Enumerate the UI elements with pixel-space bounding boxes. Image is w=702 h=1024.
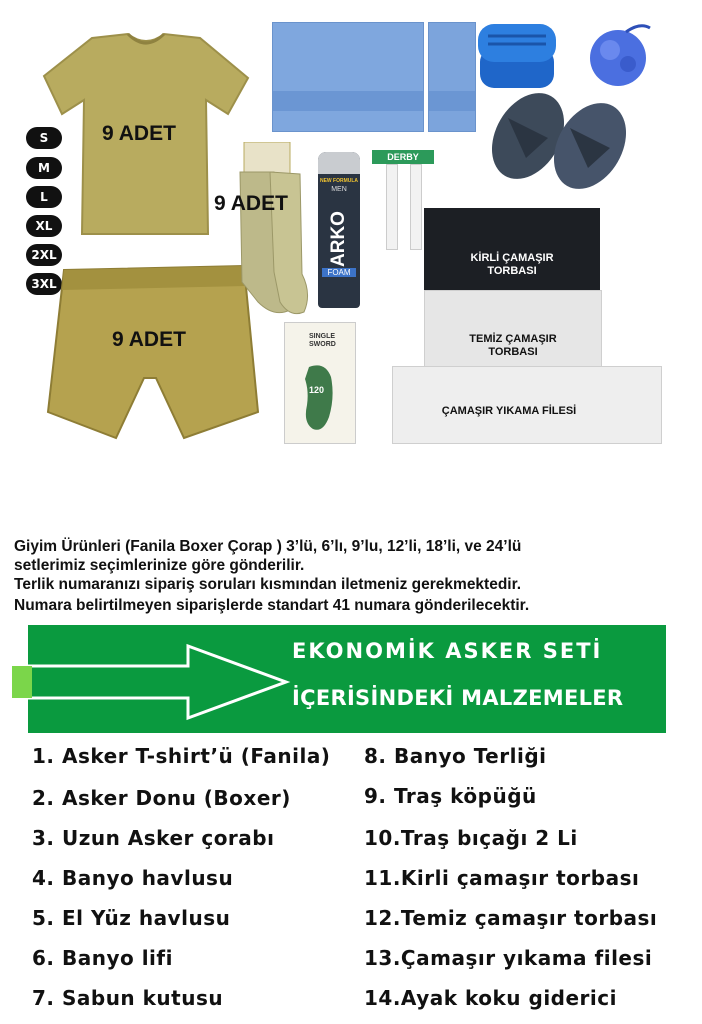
slippers-image (486, 88, 636, 192)
info-line-2: setlerimiz seçimlerinize göre gönderilir. (14, 557, 305, 574)
list-item: 3. Uzun Asker çorabı (32, 826, 275, 850)
bath-sponge-image (580, 20, 656, 90)
list-item: 1. Asker T-shirt’ü (Fanila) (32, 744, 331, 768)
list-item: 9. Traş köpüğü (364, 784, 537, 808)
socks-quantity: 9 ADET (214, 192, 288, 215)
size-badge-2xl: 2XL (26, 244, 62, 266)
razor-brand-label: DERBY (372, 150, 434, 164)
size-badge-m: M (26, 157, 62, 179)
list-item: 8. Banyo Terliği (364, 744, 547, 768)
list-item: 7. Sabun kutusu (32, 986, 224, 1010)
list-item: 13.Çamaşır yıkama filesi (364, 946, 653, 970)
foam-new-label: NEW FORMULA (319, 178, 359, 184)
list-item: 6. Banyo lifi (32, 946, 173, 970)
list-item: 5. El Yüz havlusu (32, 906, 231, 930)
insole-brand-1: SINGLE (309, 333, 336, 340)
insole-count: 120 (309, 385, 325, 395)
clean-bag-label: TEMİZ ÇAMAŞIR TORBASI (469, 333, 557, 358)
arrow-icon (8, 640, 294, 724)
wash-net-label: ÇAMAŞIR YIKAMA FİLESİ (441, 405, 577, 417)
socks-image (234, 142, 314, 322)
clean-laundry-bag-image (424, 290, 602, 378)
boxer-image (44, 262, 264, 442)
foot-icon (295, 357, 345, 437)
wash-net-image (392, 366, 662, 444)
razor-handle-1 (386, 164, 398, 250)
sponge-string (626, 26, 650, 32)
dirty-laundry-bag-image (424, 208, 600, 292)
foam-brand-label: ARKO (328, 211, 349, 267)
boxer-waistband (62, 266, 246, 290)
foam-type-label: FOAM (322, 268, 356, 277)
size-badge-xl: XL (26, 215, 62, 237)
bath-towel-image (272, 22, 424, 132)
banner-title-line-1: EKONOMİK ASKER SETİ (292, 639, 603, 663)
socks-card (244, 142, 290, 174)
size-badge-s: S (26, 127, 62, 149)
info-line-3: Terlik numaranızı sipariş soruları kısmından iletmeniz gerekmektedir. (14, 576, 522, 593)
info-line-4: Numara belirtilmeyen siparişlerde standart 41 numara gönderilecektir. (14, 597, 530, 614)
size-badge-3xl: 3XL (26, 273, 62, 295)
boxer-quantity: 9 ADET (112, 328, 186, 351)
boxer-shape (48, 266, 258, 438)
foam-men-label: MEN (331, 186, 347, 193)
hand-towel-stripe (429, 91, 475, 111)
tshirt-quantity: 9 ADET (102, 122, 176, 145)
foot-deodorizer-image (284, 322, 356, 444)
insole-brand-2: SWORD (309, 341, 336, 348)
list-item: 4. Banyo havlusu (32, 866, 234, 890)
list-item: 14.Ayak koku giderici (364, 986, 617, 1010)
list-item: 10.Traş bıçağı 2 Li (364, 826, 578, 850)
hand-towel-image (428, 22, 476, 132)
list-item: 12.Temiz çamaşır torbası (364, 906, 658, 930)
banner-title-line-2: İÇERİSİNDEKİ MALZEMELER (292, 686, 624, 710)
sponge-ball (590, 30, 646, 86)
info-line-1: Giyim Ürünleri (Fanila Boxer Çorap ) 3’lü, 6’lı, 9’lu, 12’li, 18’li, ve 24’lü (14, 538, 522, 555)
soap-box-image (474, 18, 560, 94)
foam-can-cap (318, 152, 360, 174)
dirty-bag-label: KİRLİ ÇAMAŞIR TORBASI (470, 252, 554, 277)
shaving-foam-image (318, 152, 360, 308)
list-item: 2. Asker Donu (Boxer) (32, 786, 291, 810)
product-illustration-area (0, 0, 702, 500)
list-item: 11.Kirli çamaşır torbası (364, 866, 640, 890)
bath-towel-stripe (273, 91, 423, 111)
size-badge-l: L (26, 186, 62, 208)
razor-handle-2 (410, 164, 422, 250)
